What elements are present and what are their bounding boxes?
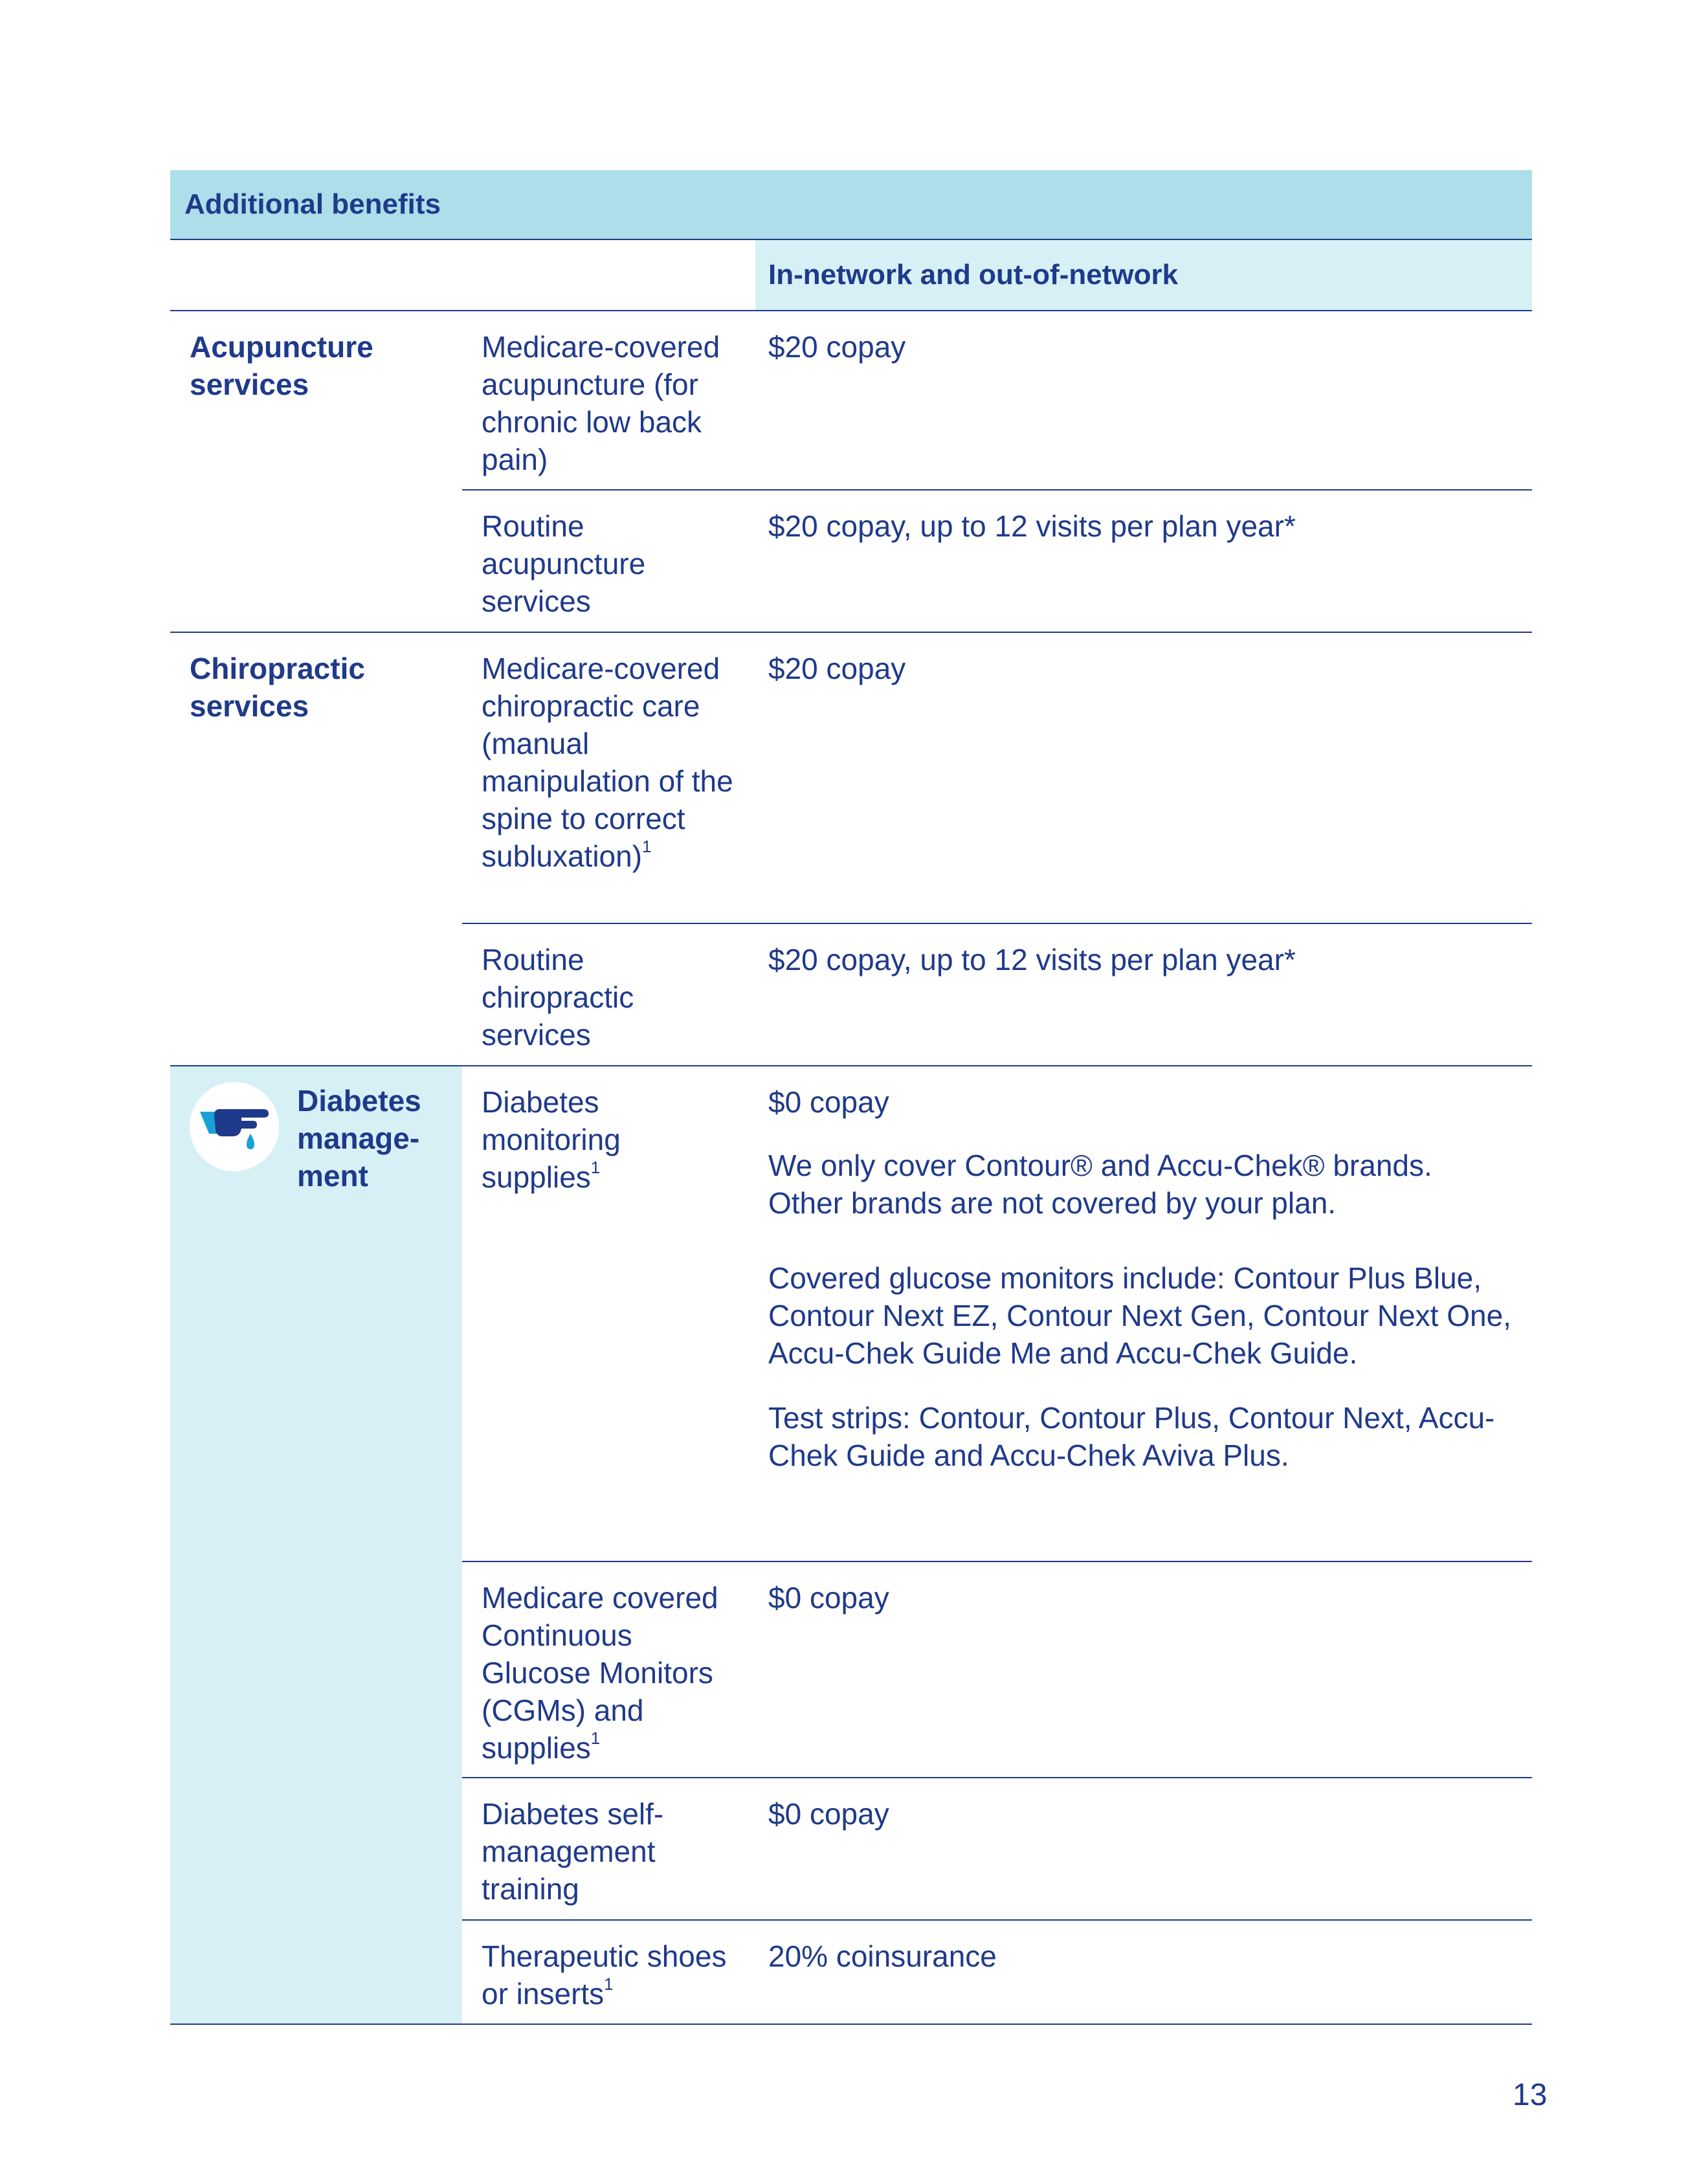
- row-description: Routine chiropractic services: [482, 943, 634, 1052]
- table-row: [462, 924, 1532, 1065]
- row-description: [462, 1562, 755, 1777]
- row-value: $20 copay, up to 12 visits per plan year*: [768, 509, 1296, 543]
- hand-drop-icon: [190, 1082, 279, 1171]
- group-chiropractic: [170, 633, 1532, 1066]
- row-value: 20% coinsurance: [768, 1939, 997, 1973]
- footnote-marker: 1: [590, 1728, 601, 1748]
- category-label: [170, 1066, 462, 2024]
- table-row: [462, 633, 1532, 924]
- footnote-marker: 1: [642, 837, 652, 856]
- group-diabetes-management: [170, 1066, 1532, 2025]
- row-value: $0 copay: [768, 1581, 889, 1615]
- table-title: Additional benefits: [170, 170, 1532, 240]
- row-description: [462, 633, 755, 923]
- category-label: Acupuncture services: [190, 330, 373, 401]
- row-value: $0 copay: [768, 1797, 889, 1831]
- category-label-line: Diabetes: [297, 1084, 421, 1118]
- row-description: Diabetes self-management training: [482, 1797, 664, 1906]
- table-row: [462, 1066, 1532, 1562]
- row-description-text: Therapeutic shoes or inserts: [482, 1939, 727, 2011]
- category-label-line: ment: [297, 1159, 368, 1193]
- table-row: [462, 1562, 1532, 1778]
- table-row: [462, 311, 1532, 491]
- value-paragraph: $0 copay: [768, 1085, 889, 1119]
- value-paragraph: Test strips: Contour, Contour Plus, Contour Next, Accu-Chek Guide and Accu-Chek Aviva Plus.: [768, 1401, 1495, 1472]
- row-value: $20 copay: [768, 330, 906, 364]
- table-row: [462, 1921, 1532, 2024]
- row-description: [462, 1921, 755, 2024]
- group-acupuncture: [170, 311, 1532, 633]
- row-description-text: Medicare-covered chiropractic care (manual manipulation of the spine to correct subluxation): [482, 652, 733, 873]
- table-row: [462, 1778, 1532, 1921]
- value-paragraph: We only cover Contour® and Accu-Chek® brands. Other brands are not covered by your plan.: [768, 1149, 1432, 1220]
- row-description-text: Medicare covered Continuous Glucose Monitors (CGMs) and supplies: [482, 1581, 718, 1765]
- footnote-marker: 1: [604, 1974, 614, 1994]
- category-label-line: manage-: [297, 1121, 420, 1155]
- page-number: 13: [1513, 2078, 1548, 2112]
- column-header-row: [170, 240, 1532, 311]
- row-value: [755, 1066, 1532, 1561]
- table-row: [462, 491, 1532, 632]
- category-label: Chiropractic services: [190, 652, 365, 723]
- value-paragraph: Covered glucose monitors include: Contour Plus Blue, Contour Next EZ, Contour Next Gen, Contour Next One, Accu-Chek Guide Me and Accu-Chek Guide.: [768, 1261, 1511, 1370]
- row-description: [462, 1066, 755, 1561]
- row-value: $20 copay, up to 12 visits per plan year*: [768, 943, 1296, 976]
- row-value: $20 copay: [768, 652, 906, 685]
- row-description-text: Diabetes monitoring supplies: [482, 1085, 621, 1194]
- column-heading: In-network and out-of-network: [755, 240, 1532, 310]
- row-description: Routine acupuncture services: [482, 509, 646, 618]
- row-description: Medicare-covered acupuncture (for chronic low back pain): [482, 330, 720, 476]
- footnote-marker: 1: [590, 1158, 601, 1177]
- additional-benefits-table: [170, 170, 1532, 2025]
